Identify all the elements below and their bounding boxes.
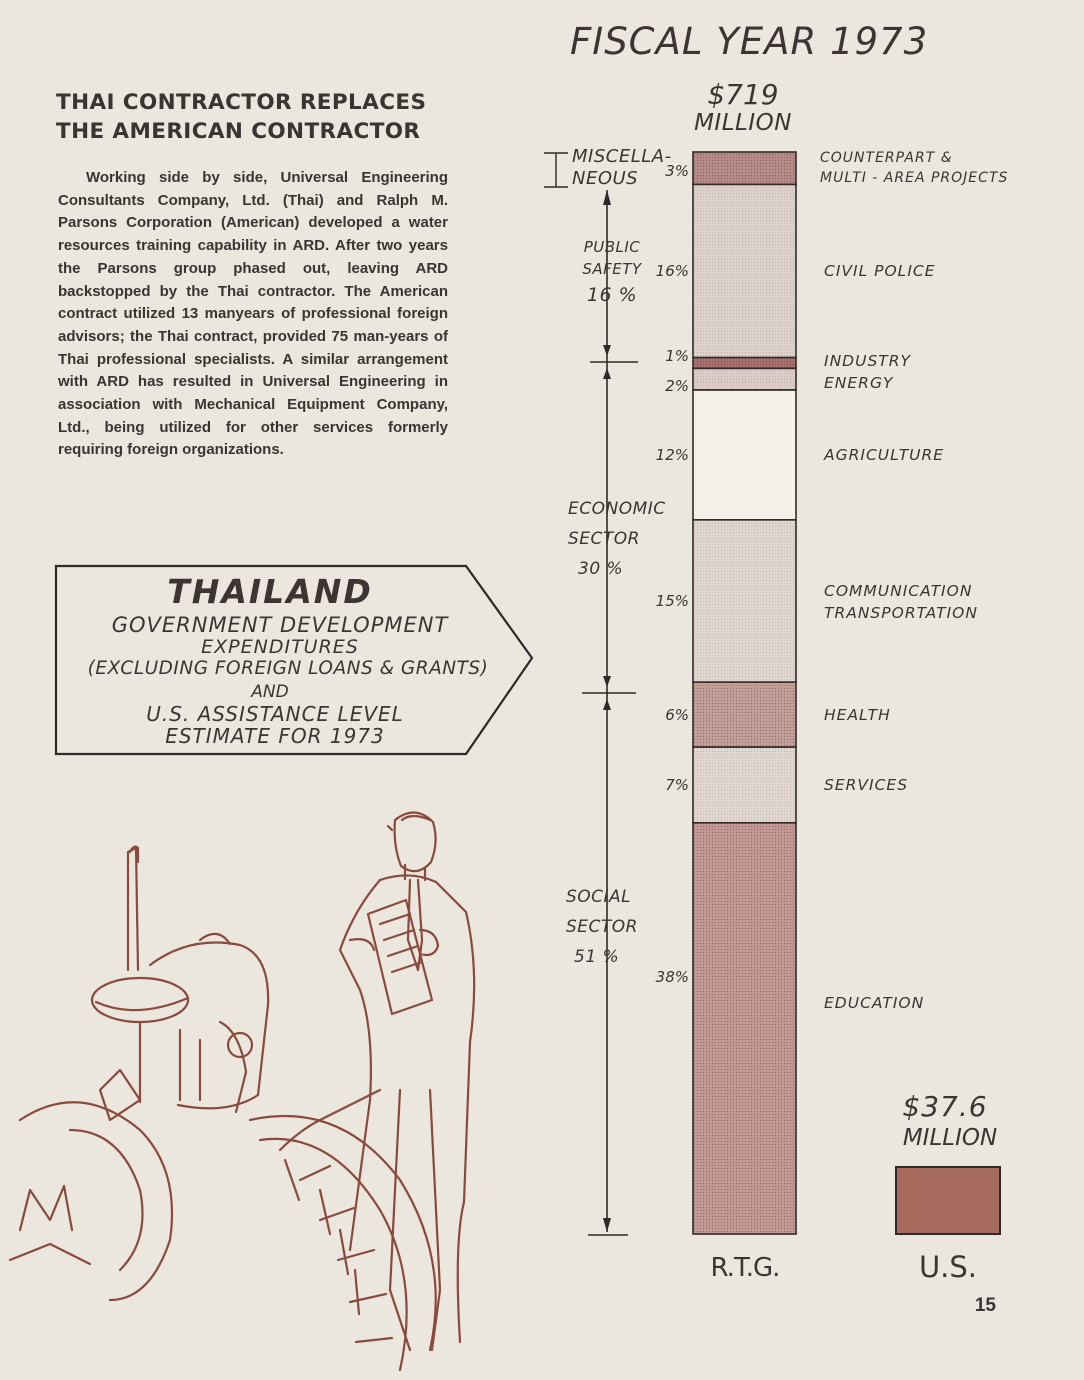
rtg-segment-pct-3: 2% bbox=[665, 377, 689, 396]
rtg-segment-pct-0: 3% bbox=[665, 162, 689, 180]
tractor-illustration bbox=[0, 790, 520, 1380]
rtg-segment-texture-5 bbox=[693, 520, 796, 682]
sector-economic-label bbox=[568, 494, 666, 584]
sector-social-label bbox=[566, 882, 638, 972]
sector-misc-line-1: MISCELLA- bbox=[572, 146, 672, 167]
rtg-label: R.T.G. bbox=[710, 1253, 780, 1283]
rtg-segment-texture-3 bbox=[693, 368, 796, 390]
sector-econ-line-2: SECTOR bbox=[568, 529, 640, 549]
chart-title: FISCAL YEAR 1973 bbox=[570, 20, 929, 63]
us-label: U.S. bbox=[918, 1250, 978, 1284]
sector-ps-line-1: PUBLIC bbox=[583, 238, 641, 256]
rtg-amount: $719 bbox=[707, 78, 779, 111]
rtg-segment-pct-8: 38% bbox=[655, 968, 689, 987]
rtg-segment-label-8: EDUCATION bbox=[824, 994, 925, 1013]
title-box-line-1: GOVERNMENT DEVELOPMENT bbox=[111, 613, 449, 637]
sector-bracket bbox=[544, 153, 638, 1235]
rtg-segment-label-2: INDUSTRY bbox=[824, 351, 911, 370]
us-bar bbox=[896, 1167, 1000, 1234]
rtg-segment-label-3: ENERGY bbox=[824, 374, 894, 393]
title-box-country: THAILAND bbox=[167, 572, 373, 611]
headline-line-1: THAI CONTRACTOR REPLACES bbox=[56, 90, 427, 115]
page-number: 15 bbox=[974, 1295, 996, 1316]
headline-line-2: THE AMERICAN CONTRACTOR bbox=[56, 119, 421, 144]
title-box-line-4: AND bbox=[251, 682, 289, 702]
sector-ps-line-3: 16 % bbox=[586, 284, 638, 306]
rtg-segment-label2-0: MULTI - AREA PROJECTS bbox=[820, 170, 1009, 186]
us-amount: $37.6 bbox=[902, 1090, 988, 1123]
sector-ps-line-2: SAFETY bbox=[582, 260, 642, 278]
rtg-segment-label2-5: TRANSPORTATION bbox=[824, 604, 978, 623]
title-box-line-6: ESTIMATE FOR 1973 bbox=[165, 724, 385, 748]
rtg-segment-label-0: COUNTERPART & bbox=[820, 150, 953, 166]
sector-social-line-1: SOCIAL bbox=[566, 887, 632, 907]
sector-public-safety-label bbox=[572, 236, 652, 306]
sector-econ-line-3: 30 % bbox=[578, 559, 624, 579]
sector-misc-line-2: NEOUS bbox=[572, 168, 639, 189]
rtg-segment-texture-6 bbox=[693, 682, 796, 747]
rtg-segment-pct-7: 7% bbox=[665, 775, 689, 794]
rtg-segment-label-6: HEALTH bbox=[824, 705, 891, 724]
sector-social-line-3: 51 % bbox=[574, 947, 620, 967]
rtg-segment-4 bbox=[693, 390, 796, 520]
rtg-segment-texture-8 bbox=[693, 823, 796, 1234]
rtg-segment-texture-7 bbox=[693, 747, 796, 823]
rtg-segment-pct-5: 15% bbox=[655, 592, 689, 611]
article-body: Working side by side, Universal Engineering Consultants Company, Ltd. (Thai) and Ralph M. Parsons Corporation (American) developed a water resources training capability in ARD. After two years the Parsons group phased out, leaving ARD backstopped by the Thai contractor. The American contract utilized 13 manyears of professional foreign advisors; the Thai contract, provided 75 man-years of Thai professional specialists. A similar arrangement with ARD has resulted in Universal Engineering in association with Mechanical Equipment Company, Ltd., being utilized for other services formerly requiring foreign organizations. bbox=[58, 169, 448, 459]
rtg-segment-label-1: CIVIL POLICE bbox=[824, 262, 936, 281]
rtg-segment-pct-4: 12% bbox=[655, 445, 689, 464]
rtg-segment-pct-6: 6% bbox=[665, 705, 689, 724]
rtg-segment-texture-2 bbox=[693, 358, 796, 369]
rtg-segment-label-4: AGRICULTURE bbox=[824, 445, 945, 464]
title-box-line-2: EXPENDITURES bbox=[201, 636, 359, 658]
rtg-segment-pct-1: 16% bbox=[655, 262, 689, 281]
title-box-line-3: (EXCLUDING FOREIGN LOANS & GRANTS) bbox=[87, 658, 489, 679]
sector-econ-line-1: ECONOMIC bbox=[568, 499, 666, 519]
rtg-segment-pct-2: 1% bbox=[665, 346, 689, 365]
rtg-segment-label-5: COMMUNICATION bbox=[824, 582, 973, 601]
rtg-unit: MILLION bbox=[694, 110, 792, 136]
sector-social-line-2: SECTOR bbox=[566, 917, 638, 937]
title-box-line-5: U.S. ASSISTANCE LEVEL bbox=[146, 702, 404, 726]
rtg-segment-texture-0 bbox=[693, 152, 796, 184]
us-unit: MILLION bbox=[902, 1125, 998, 1151]
rtg-bar bbox=[693, 152, 796, 1234]
rtg-segment-texture-1 bbox=[693, 184, 796, 357]
sector-misc-label bbox=[572, 146, 672, 190]
rtg-segment-label-7: SERVICES bbox=[824, 775, 909, 794]
